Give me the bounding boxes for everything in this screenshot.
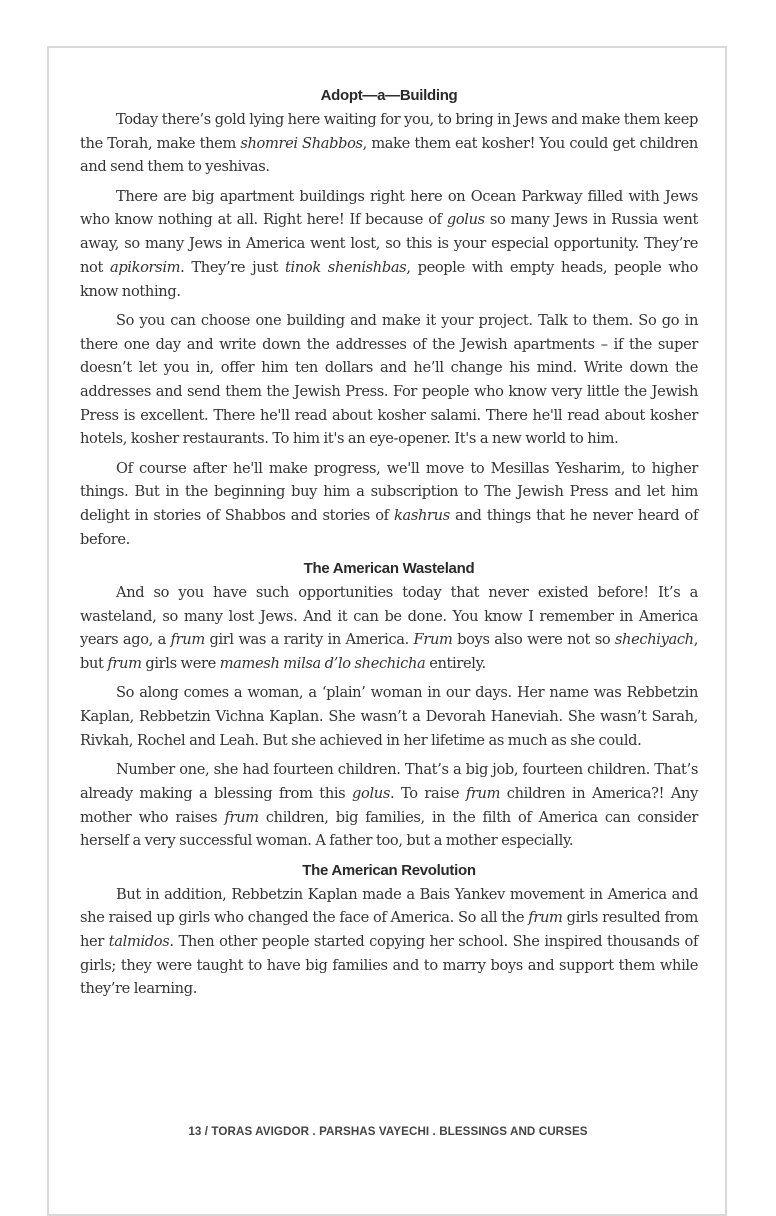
italic-term: shechiyach bbox=[614, 631, 694, 649]
page-content bbox=[80, 84, 698, 1007]
italic-term: shomrei Shabbos bbox=[240, 134, 363, 152]
section-heading: The American Revolution bbox=[302, 861, 476, 879]
italic-term: kashrus bbox=[394, 507, 450, 525]
italic-term: talmidos bbox=[108, 932, 170, 950]
italic-term: golus bbox=[352, 784, 390, 802]
paragraph: Of course after he'll make progress, we'll move to Mesillas Yesharim, to higher things. But in the beginning buy him a subscription to The Jewish Press and let him delight in stories of Shabbos and stories of kashrus and things that he never heard of before. bbox=[80, 459, 698, 548]
italic-term: golus bbox=[446, 211, 485, 229]
paragraph: But in addition, Rebbetzin Kaplan made a Bais Yankev movement in America and she raised up girls who changed the face of America. So all the frum girls resulted from her talmidos. Then other people started copying her school. She inspired thousands of girls; they were taught to have big families and to marry boys and support them while they’re learning. bbox=[80, 885, 698, 998]
section-adopt-a-building bbox=[80, 84, 698, 551]
paragraph: Number one, she had fourteen children. That’s a big job, fourteen children. That’s already making a blessing from this golus. To raise frum children in America?! Any mother who raises frum children, big families, in the filth of America can consider herself a very successful woman. A father too, but a mother especially. bbox=[80, 761, 698, 850]
section-heading: Adopt—a—Building bbox=[320, 87, 458, 104]
italic-term: mamesh milsa d’lo shechicha bbox=[219, 655, 426, 673]
italic-term: tinok shenishbas bbox=[285, 258, 407, 276]
paragraph: So you can choose one building and make it your project. Talk to them. So go in there one day and write down the addresses of the Jewish apartments – if the super doesn’t let you in, offer him ten dollars and he’ll change his mind. Write down the addresses and send them the Jewish Press. For people who know very little the Jewish Press is excellent. There he'll read about kosher salami. There he'll read about kosher hotels, kosher restaurants. To him it's an eye-opener. It's a new world to him. bbox=[80, 311, 698, 448]
paragraph: Today there’s gold lying here waiting for you, to bring in Jews and make them keep the Torah, make them shomrei Shabbos, make them eat kosher! You could get children and send them to yeshivas. bbox=[80, 111, 698, 176]
section-american-revolution bbox=[80, 859, 698, 1002]
italic-term: frum bbox=[465, 784, 501, 802]
paragraph: And so you have such opportunities today that never existed before! It’s a wasteland, so many lost Jews. And it can be done. You know I remember in America years ago, a frum girl was a rarity in America. Frum boys also were not so shechiyach, but frum girls were mamesh milsa d’lo shechicha entirely. bbox=[80, 584, 698, 673]
section-american-wasteland bbox=[80, 557, 698, 853]
italic-term: frum bbox=[224, 808, 259, 826]
italic-term: Frum bbox=[413, 631, 453, 649]
page-footer: 13 / TORAS AVIGDOR . PARSHAS VAYECHI . BLESSINGS AND CURSES bbox=[188, 1125, 588, 1138]
italic-term: apikorsim bbox=[109, 258, 181, 276]
paragraph: So along comes a woman, a ‘plain’ woman in our days. Her name was Rebbetzin Kaplan, Rebbetzin Vichna Kaplan. She wasn’t a Devorah Haneviah. She wasn’t Sarah, Rivkah, Rochel and Leah. But she achieved in her lifetime as much as she could. bbox=[80, 684, 698, 749]
italic-term: frum bbox=[170, 631, 205, 649]
section-heading: The American Wasteland bbox=[303, 560, 475, 578]
italic-term: frum bbox=[107, 655, 142, 673]
italic-term: frum bbox=[528, 909, 563, 927]
paragraph: There are big apartment buildings right here on Ocean Parkway filled with Jews who know nothing at all. Right here! If because of golus so many Jews in Russia went away, so many Jews in America went lost, so this is your especial opportunity. They’re not apikorsim. They’re just tinok shenishbas, people with empty heads, people who know nothing. bbox=[80, 187, 699, 300]
